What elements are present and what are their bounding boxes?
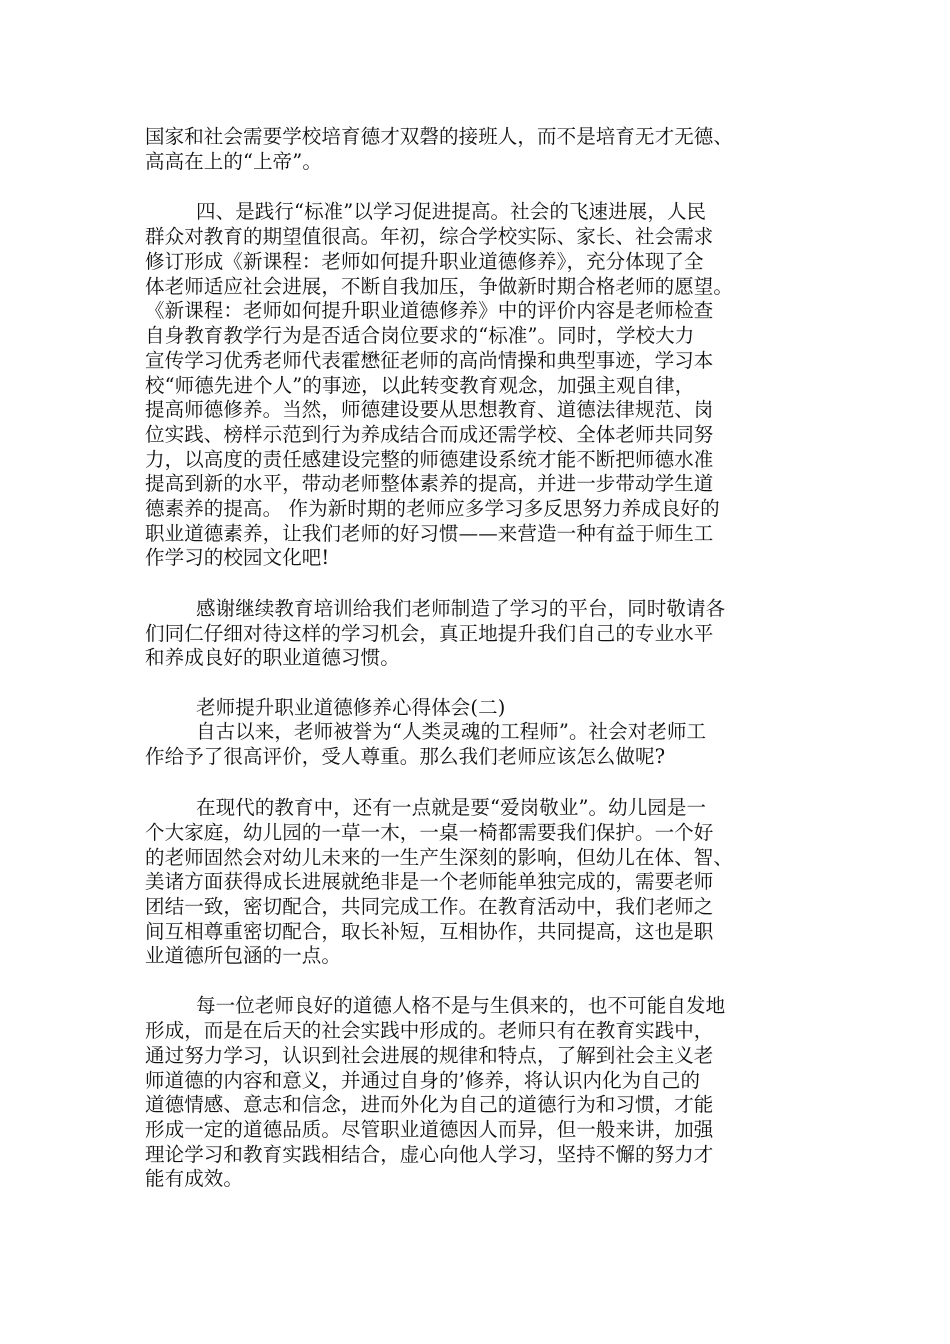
text-line: 师道德的内容和意义，并通过自身的’修养，将认识内化为自己的: [145, 1069, 701, 1092]
text-line: 位实践、榜样示范到行为养成结合而成还需学校、全体老师共同努: [145, 423, 714, 446]
text-line: 们同仁仔细对待这样的学习机会，真正地提升我们自己的专业水平: [145, 622, 714, 645]
text-line: 宣传学习优秀老师代表霍懋征老师的高尚情操和典型事迹，学习本: [145, 349, 714, 372]
text-line: 提高到新的水平，带动老师整体素养的提高，并进一步带动学生道: [145, 472, 714, 495]
text-line: 德素养的提高。 作为新时期的老师应多学习多反思努力养成良好的: [145, 497, 720, 520]
text-line: 间互相尊重密切配合，取长补短，互相协作，共同提高，这也是职: [145, 920, 714, 943]
text-line: 作学习的校园文化吧!: [145, 546, 330, 569]
text-line: 群众对教育的期望值很高。年初，综合学校实际、家长、社会需求: [145, 225, 714, 248]
text-line: 高高在上的“上帝”。: [145, 150, 322, 173]
text-line: 形成，而是在后天的社会实践中形成的。老师只有在教育实践中，: [145, 1019, 714, 1042]
text-line: 感谢继续教育培训给我们老师制造了学习的平台，同时敬请各: [196, 597, 726, 620]
text-line: 团结一致，密切配合，共同完成工作。在教育活动中，我们老师之: [145, 895, 714, 918]
text-line: 校“师德先进个人”的事迹，以此转变教育观念，加强主观自律，: [145, 374, 695, 397]
text-line: 职业道德素养，让我们老师的好习惯——来营造一种有益于师生工: [145, 522, 714, 545]
text-line: 美诸方面获得成长进展就绝非是一个老师能单独完成的，需要老师: [145, 870, 714, 893]
text-line: 自古以来，老师被誉为“人类灵魂的工程师”。社会对老师工: [196, 720, 707, 743]
text-line: 力，以高度的责任感建设完整的师德建设系统才能不断把师德水准: [145, 448, 714, 471]
text-line: 《新课程：老师如何提升职业道德修养》中的评价内容是老师检查: [145, 299, 714, 322]
text-line: 形成一定的道德品质。尽管职业道德因人而异，但一般来讲，加强: [145, 1118, 714, 1141]
text-line: 通过努力学习，认识到社会进展的规律和特点，了解到社会主义老: [145, 1044, 714, 1067]
text-line: 自身教育教学行为是否适合岗位要求的“标准”。同时，学校大力: [145, 324, 695, 347]
text-line: 在现代的教育中，还有一点就是要“爱岗敬业”。幼儿园是一: [196, 796, 707, 819]
text-line: 理论学习和教育实践相结合，虚心向他人学习，坚持不懈的努力才: [145, 1143, 714, 1166]
text-line: 道德情感、意志和信念，进而外化为自己的道德行为和习惯，才能: [145, 1093, 714, 1116]
text-line: 每一位老师良好的道德人格不是与生俱来的，也不可能自发地: [196, 994, 726, 1017]
text-line: 作给予了很高评价，受人尊重。那么我们老师应该怎么做呢?: [145, 745, 666, 768]
text-line: 国家和社会需要学校培育德才双磬的接班人，而不是培育无才无德、: [145, 125, 734, 148]
text-line: 能有成效。: [145, 1167, 244, 1190]
section-heading: 老师提升职业道德修养心得体会(二): [196, 696, 506, 719]
text-line: 修订形成《新课程：老师如何提升职业道德修养》，充分体现了全: [145, 250, 704, 273]
text-line: 提高师德修养。当然，师德建设要从思想教育、道德法律规范、岗: [145, 398, 714, 421]
text-line: 和养成良好的职业道德习惯。: [145, 646, 400, 669]
text-line: 个大家庭，幼儿园的一草一木，一桌一椅都需要我们保护。一个好: [145, 821, 714, 844]
text-line: 的老师固然会对幼儿未来的一生产生深刻的影响，但幼儿在体、智、: [145, 846, 734, 869]
text-line: 四、是践行“标准”以学习促进提高。社会的飞速进展，人民: [196, 200, 707, 223]
text-line: 业道德所包涵的一点。: [145, 944, 342, 967]
text-line: 体老师适应社会进展，不断自我加压，争做新时期合格老师的愿望。: [145, 275, 734, 298]
